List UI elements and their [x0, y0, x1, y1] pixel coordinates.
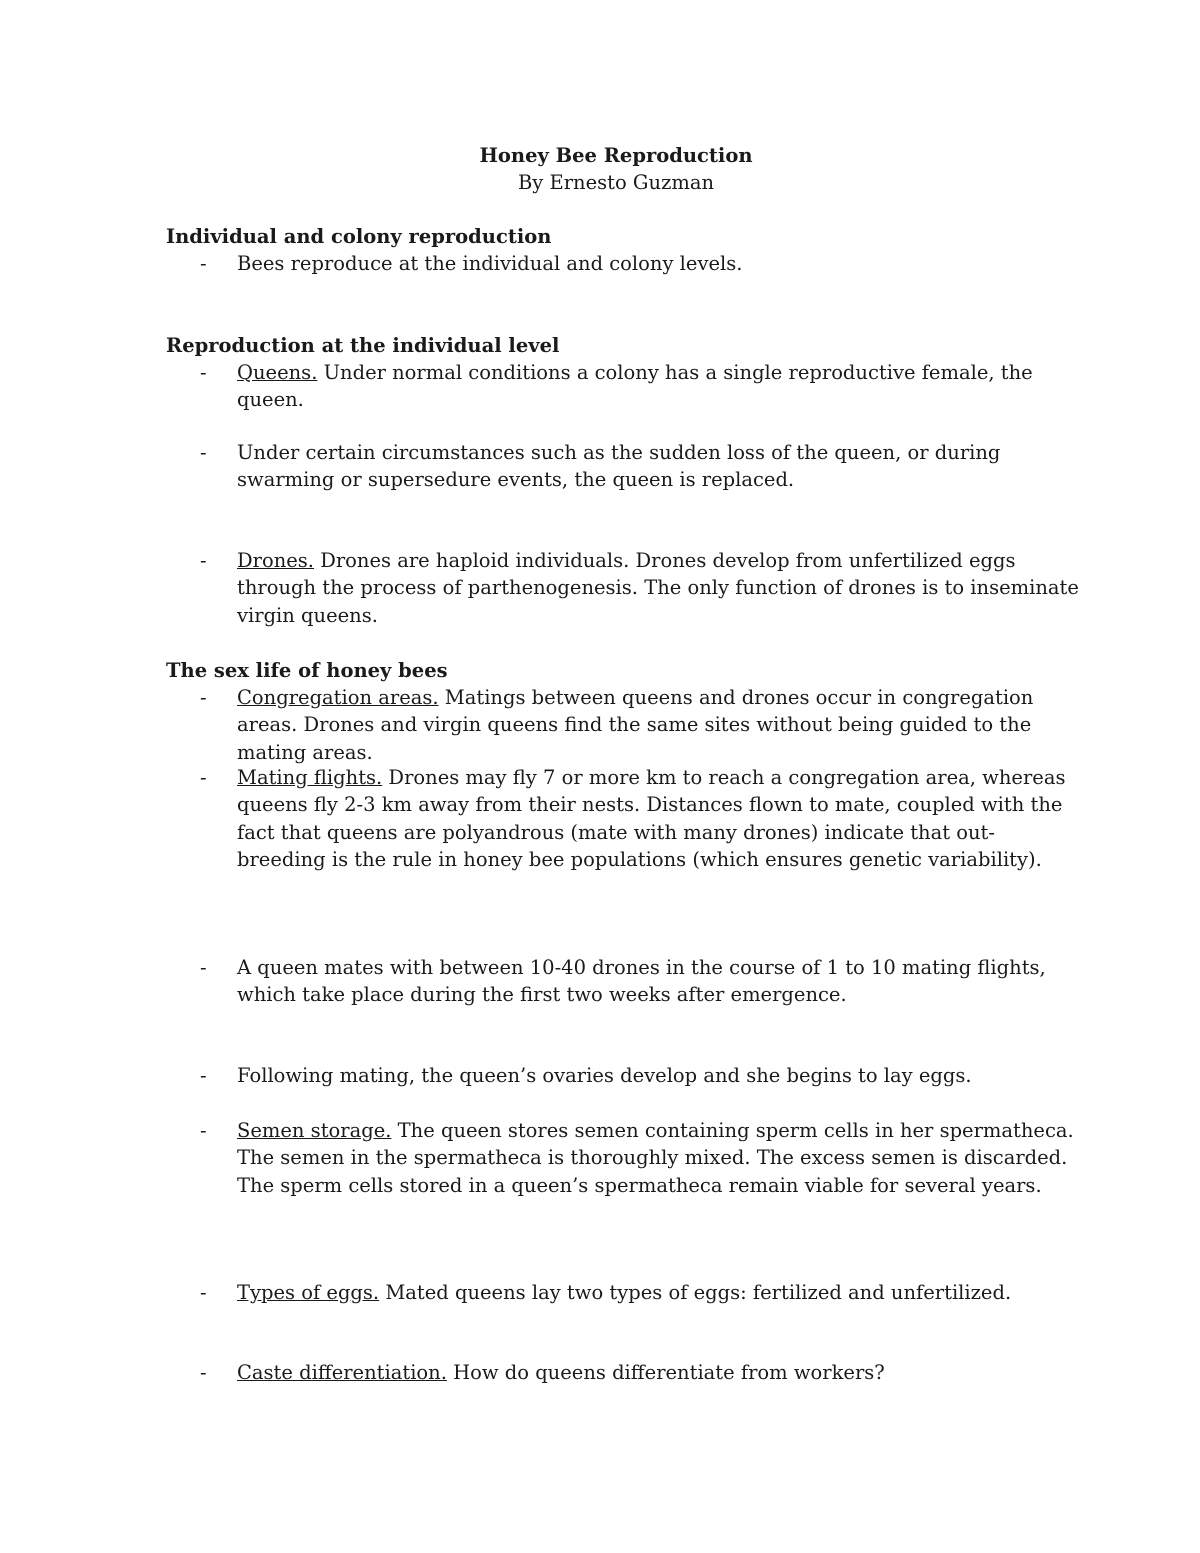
item-label: Drones. — [237, 549, 315, 572]
item-label: Semen storage. — [237, 1119, 392, 1142]
document-author: By Ernesto Guzman — [517, 171, 715, 194]
list-item-text: Mated queens lay two types of eggs: fertilized and unfertilized. — [379, 1281, 1012, 1304]
item-label: Queens. — [237, 361, 318, 384]
bullet-dash: - — [200, 252, 207, 275]
list-item — [200, 1279, 1080, 1306]
section-heading-colony-reproduction: Individual and colony reproduction — [166, 225, 552, 248]
bullet-dash: - — [200, 1281, 207, 1304]
list-item — [200, 954, 1080, 1009]
list-item — [200, 1359, 1080, 1386]
section-heading-sex-life: The sex life of honey bees — [166, 659, 448, 682]
section-heading-individual-level: Reproduction at the individual level — [166, 334, 560, 357]
bullet-dash: - — [200, 686, 207, 709]
list-item — [200, 764, 1080, 873]
list-item — [200, 250, 1080, 277]
list-item-text: Following mating, the queen’s ovaries develop and she begins to lay eggs. — [237, 1064, 972, 1087]
list-item-text: A queen mates with between 10-40 drones in the course of 1 to 10 mating flights, which take place during the first two weeks after emergence. — [237, 956, 1046, 1007]
document-title: Honey Bee Reproduction — [479, 144, 753, 167]
list-item-text: Under normal conditions a colony has a single reproductive female, the queen. — [237, 361, 1033, 412]
bullet-dash: - — [200, 441, 207, 464]
item-label: Mating flights. — [237, 766, 383, 789]
bullet-dash: - — [200, 1119, 207, 1142]
bullet-dash: - — [200, 766, 207, 789]
list-item-text: Bees reproduce at the individual and colony levels. — [237, 252, 743, 275]
bullet-dash: - — [200, 361, 207, 384]
item-label: Congregation areas. — [237, 686, 439, 709]
list-item-text: Matings between queens and drones occur in congregation areas. Drones and virgin queens find the same sites without being guided to the mating areas. — [237, 686, 1034, 764]
list-item-text: How do queens differentiate from workers? — [446, 1361, 885, 1384]
list-item — [200, 684, 1080, 766]
list-item — [200, 547, 1080, 629]
bullet-dash: - — [200, 1064, 207, 1087]
list-item — [200, 359, 1080, 414]
bullet-dash: - — [200, 956, 207, 979]
bullet-dash: - — [200, 549, 207, 572]
list-item — [200, 1062, 1080, 1089]
list-item-text: Drones are haploid individuals. Drones develop from unfertilized eggs through the process of parthenogenesis. The only function of drones is to inseminate virgin queens. — [237, 549, 1079, 627]
item-label: Types of eggs. — [237, 1281, 380, 1304]
list-item — [200, 439, 1080, 494]
bullet-dash: - — [200, 1361, 207, 1384]
list-item-text: Drones may fly 7 or more km to reach a congregation area, whereas queens fly 2-3 km away from their nests. Distances flown to mate, coupled with the fact that queens are polyandrous (mate with many drones) indicate that out-breeding is the rule in honey bee populations (which ensures genetic variability). — [237, 766, 1066, 871]
list-item — [200, 1117, 1080, 1199]
list-item-text: Under certain circumstances such as the sudden loss of the queen, or during swarming or supersedure events, the queen is replaced. — [237, 441, 1001, 492]
item-label: Caste differentiation. — [237, 1361, 447, 1384]
list-item-text: The queen stores semen containing sperm cells in her spermatheca. The semen in the spermatheca is thoroughly mixed. The excess semen is discarded. The sperm cells stored in a queen’s spermatheca remain viable for several years. — [237, 1119, 1074, 1197]
